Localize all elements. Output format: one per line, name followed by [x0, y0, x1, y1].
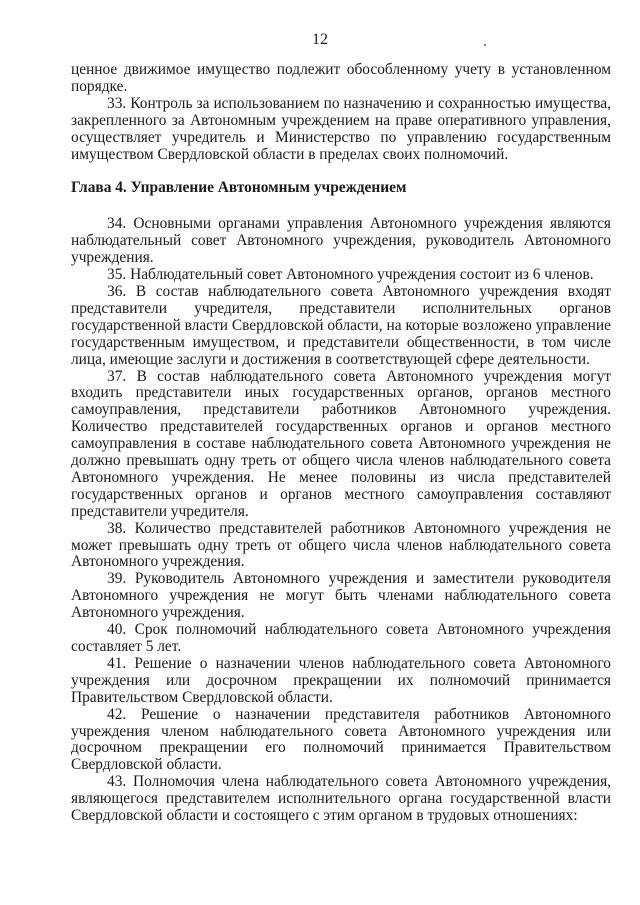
chapter-heading: Глава 4. Управление Автономным учреждением — [71, 179, 407, 197]
paragraph-38: 38. Количество представителей работников Автономного учреждения не может превышать одну треть от общего числа членов наблюдательного совета Автономного учреждения. — [71, 519, 611, 571]
paragraph-42: 42. Решение о назначении представителя работников Автономного учреждения членом наблюдательного совета Автономного учреждения или досрочном прекращении его полномочий принимается Правительством Свердловской области. — [71, 705, 611, 774]
paragraph-39: 39. Руководитель Автономного учреждения и заместители руководителя Автономного учреждения не могут быть членами наблюдательного совета Автономного учреждения. — [71, 570, 611, 622]
scan-speck — [484, 44, 486, 46]
paragraph-continuation: ценное движимое имущество подлежит обособленному учету в установленном порядке. — [71, 61, 611, 95]
paragraph-43: 43. Полномочия члена наблюдательного совета Автономного учреждения, являющегося представителем исполнительного органа государственной власти Свердловской области и состоящего с этим органом в трудовых отношениях: — [71, 773, 611, 825]
paragraph-34: 34. Основными органами управления Автономного учреждения являются наблюдательный совет Автономного учреждения, руководитель Автономного учреждения. — [71, 215, 611, 267]
paragraph-40: 40. Срок полномочий наблюдательного совета Автономного учреждения составляет 5 лет. — [71, 621, 611, 655]
page-number: 12 — [312, 31, 328, 48]
paragraph-36: 36. В состав наблюдательного совета Автономного учреждения входят представители учредителя, представители исполнительных органов государственной власти Свердловской области, на которые возложено управление государственным имуществом, и представители общественности, в том числе лица, имеющие заслуги и достижения в соответствующей сфере деятельности. — [71, 282, 611, 368]
paragraph-33: 33. Контроль за использованием по назначению и сохранностью имущества, закрепленного за Автономным учреждением на праве оперативного управления, осуществляет учредитель и Министерство по управлению государственным имуществом Свердловской области в пределах своих полномочий. — [71, 94, 611, 163]
paragraph-35: 35. Наблюдательный совет Автономного учреждения состоит из 6 членов. — [107, 266, 594, 284]
document-body — [71, 62, 611, 825]
paragraph-41: 41. Решение о назначении членов наблюдательного совета Автономного учреждения или досрочном прекращении их полномочий принимается Правительством Свердловской области. — [71, 654, 611, 706]
paragraph-37: 37. В состав наблюдательного совета Автономного учреждения могут входить представители иных государственных органов, органов местного самоуправления, представители работников Автономного учреждения. Количество представителей государственных органов и органов местного самоуправления в составе наблюдательного совета Автономного учреждения не должно превышать одну треть от общего числа членов наблюдательного совета Автономного учреждения. Не менее половины из числа представителей государственных органов и органов местного самоуправления составляют представители учредителя. — [71, 367, 611, 520]
